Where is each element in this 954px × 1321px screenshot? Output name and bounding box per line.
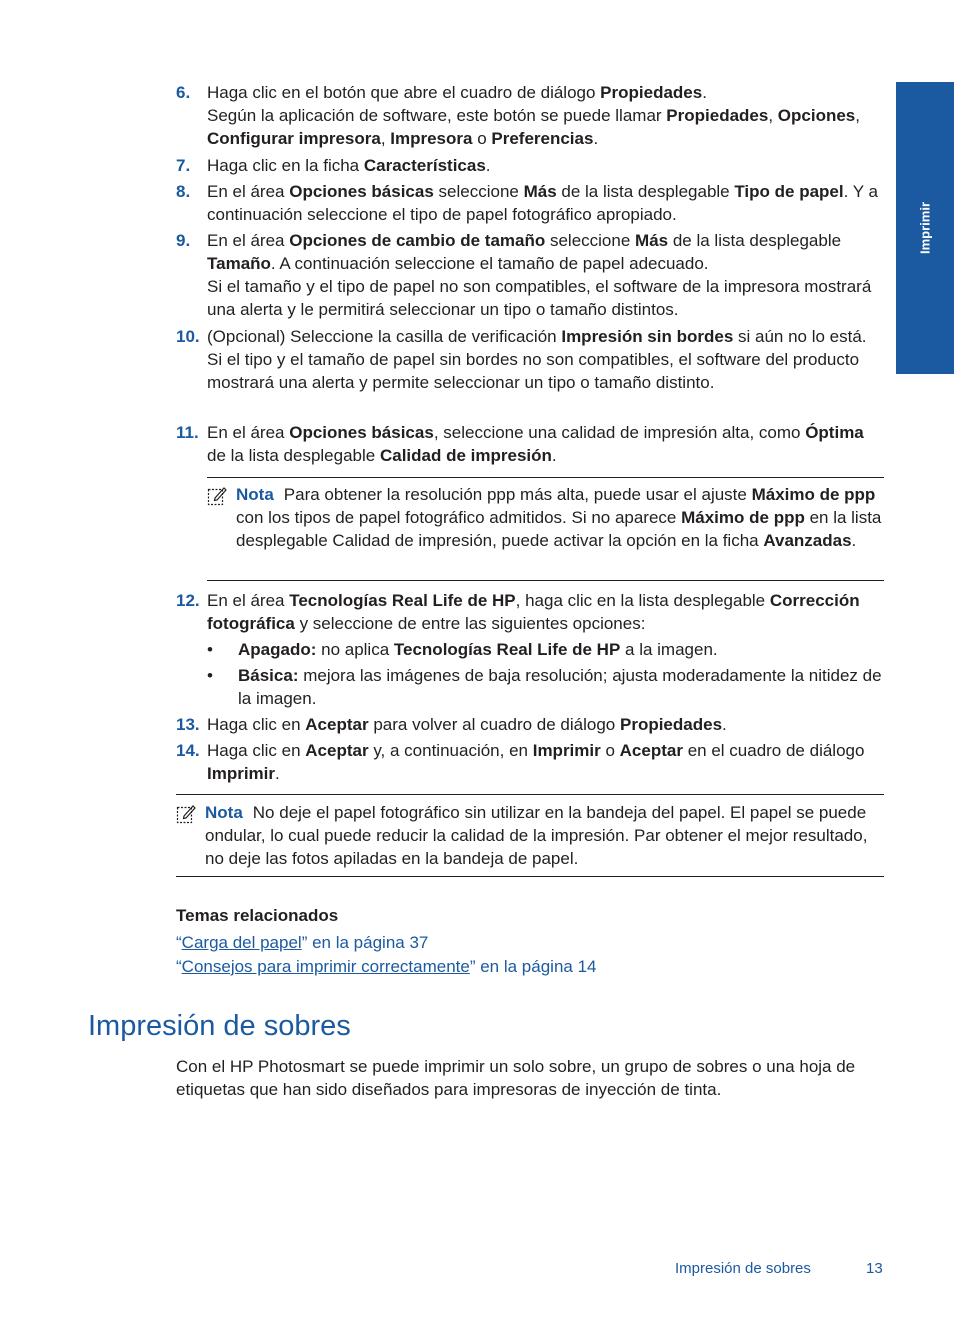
step-number: 7.	[176, 156, 191, 175]
note-label: Nota	[205, 803, 243, 822]
step-10	[176, 325, 886, 394]
related-link-consejos[interactable]: “Consejos para imprimir correctamente” en la página 14	[176, 957, 597, 976]
step-text: Haga clic en Aceptar y, a continuación, en Imprimir o Aceptar en el cuadro de diálogo Imprimir.	[207, 741, 865, 783]
step-text: Haga clic en el botón que abre el cuadro de diálogo Propiedades.	[207, 83, 707, 102]
step-text: En el área Opciones de cambio de tamaño seleccione Más de la lista desplegable Tamaño. A continuación seleccione el tamaño de papel adecuado.	[207, 231, 842, 273]
step-number: 10.	[176, 327, 200, 346]
footer-section-name: Impresión de sobres	[675, 1260, 811, 1277]
step-text: En el área Opciones básicas, seleccione una calidad de impresión alta, como Óptima de la lista desplegable Calidad de impresión.	[207, 423, 864, 465]
chapter-tab-label: Imprimir	[917, 201, 933, 255]
step-number: 13.	[176, 715, 200, 734]
step-subtext: Si el tipo y el tamaño de papel sin bordes no son compatibles, el software del producto mostrará una alerta y permite seleccionar un tipo o tamaño distinto.	[207, 350, 860, 392]
step-number: 6.	[176, 83, 191, 102]
note-box	[176, 794, 884, 877]
step-11	[176, 421, 886, 467]
section-title: Impresión de sobres	[88, 1010, 351, 1042]
step-13	[176, 713, 886, 736]
step-text: Haga clic en la ficha Características.	[207, 156, 491, 175]
related-link-carga-del-papel[interactable]: “Carga del papel” en la página 37	[176, 933, 429, 952]
note-text: Nota Para obtener la resolución ppp más alta, puede usar el ajuste Máximo de ppp con los tipos de papel fotográfico admitidos. Si no aparece Máximo de ppp en la lista desplegable Calidad de impresión, puede activar la opción en la ficha Avanzadas.	[236, 485, 882, 550]
chapter-tab	[896, 82, 954, 374]
step-subtext: Si el tamaño y el tipo de papel no son compatibles, el software de la impresora mostrará una alerta y le permitirá seleccionar un tipo o tamaño distintos.	[207, 277, 872, 319]
note-pencil-icon	[207, 486, 227, 506]
step-number: 9.	[176, 231, 191, 250]
section-intro: Con el HP Photosmart se puede imprimir un solo sobre, un grupo de sobres o una hoja de etiquetas que han sido diseñados para impresoras de inyección de tinta.	[176, 1057, 856, 1099]
bullet-item: • Apagado: no aplica Tecnologías Real Life de HP a la imagen.	[207, 640, 718, 659]
step-8	[176, 180, 886, 226]
footer-page-number: 13	[866, 1260, 883, 1277]
note-pencil-icon	[176, 804, 196, 824]
step-6	[176, 81, 886, 150]
related-topics-title: Temas relacionados	[176, 906, 339, 925]
step-text: En el área Tecnologías Real Life de HP, haga clic en la lista desplegable Corrección fotográfica y seleccione de entre las siguientes opciones:	[207, 591, 860, 633]
step-text: En el área Opciones básicas seleccione Más de la lista desplegable Tipo de papel. Y a continuación seleccione el tipo de papel fotográfico apropiado.	[207, 182, 878, 224]
step-9	[176, 229, 886, 321]
step-number: 14.	[176, 741, 200, 760]
step-number: 11.	[176, 423, 199, 442]
step-number: 8.	[176, 182, 191, 201]
step-12	[176, 589, 886, 710]
note-text: Nota No deje el papel fotográfico sin utilizar en la bandeja del papel. El papel se puede ondular, lo cual puede reducir la calidad de la impresión. Par obtener el mejor resultado, no deje las fotos apiladas en la bandeja de papel.	[205, 803, 868, 868]
step-14	[176, 739, 886, 785]
step-subtext: Según la aplicación de software, este botón se puede llamar Propiedades, Opciones, Configurar impresora, Impresora o Preferencias.	[207, 106, 860, 148]
note-box	[207, 477, 884, 581]
bullet-item: • Básica: mejora las imágenes de baja resolución; ajusta moderadamente la nitidez de la imagen.	[207, 666, 882, 708]
note-label: Nota	[236, 485, 274, 504]
step-7	[176, 154, 886, 177]
step-text: Haga clic en Aceptar para volver al cuadro de diálogo Propiedades.	[207, 715, 727, 734]
step-number: 12.	[176, 591, 200, 610]
step-text: (Opcional) Seleccione la casilla de verificación Impresión sin bordes si aún no lo está.	[207, 327, 867, 346]
